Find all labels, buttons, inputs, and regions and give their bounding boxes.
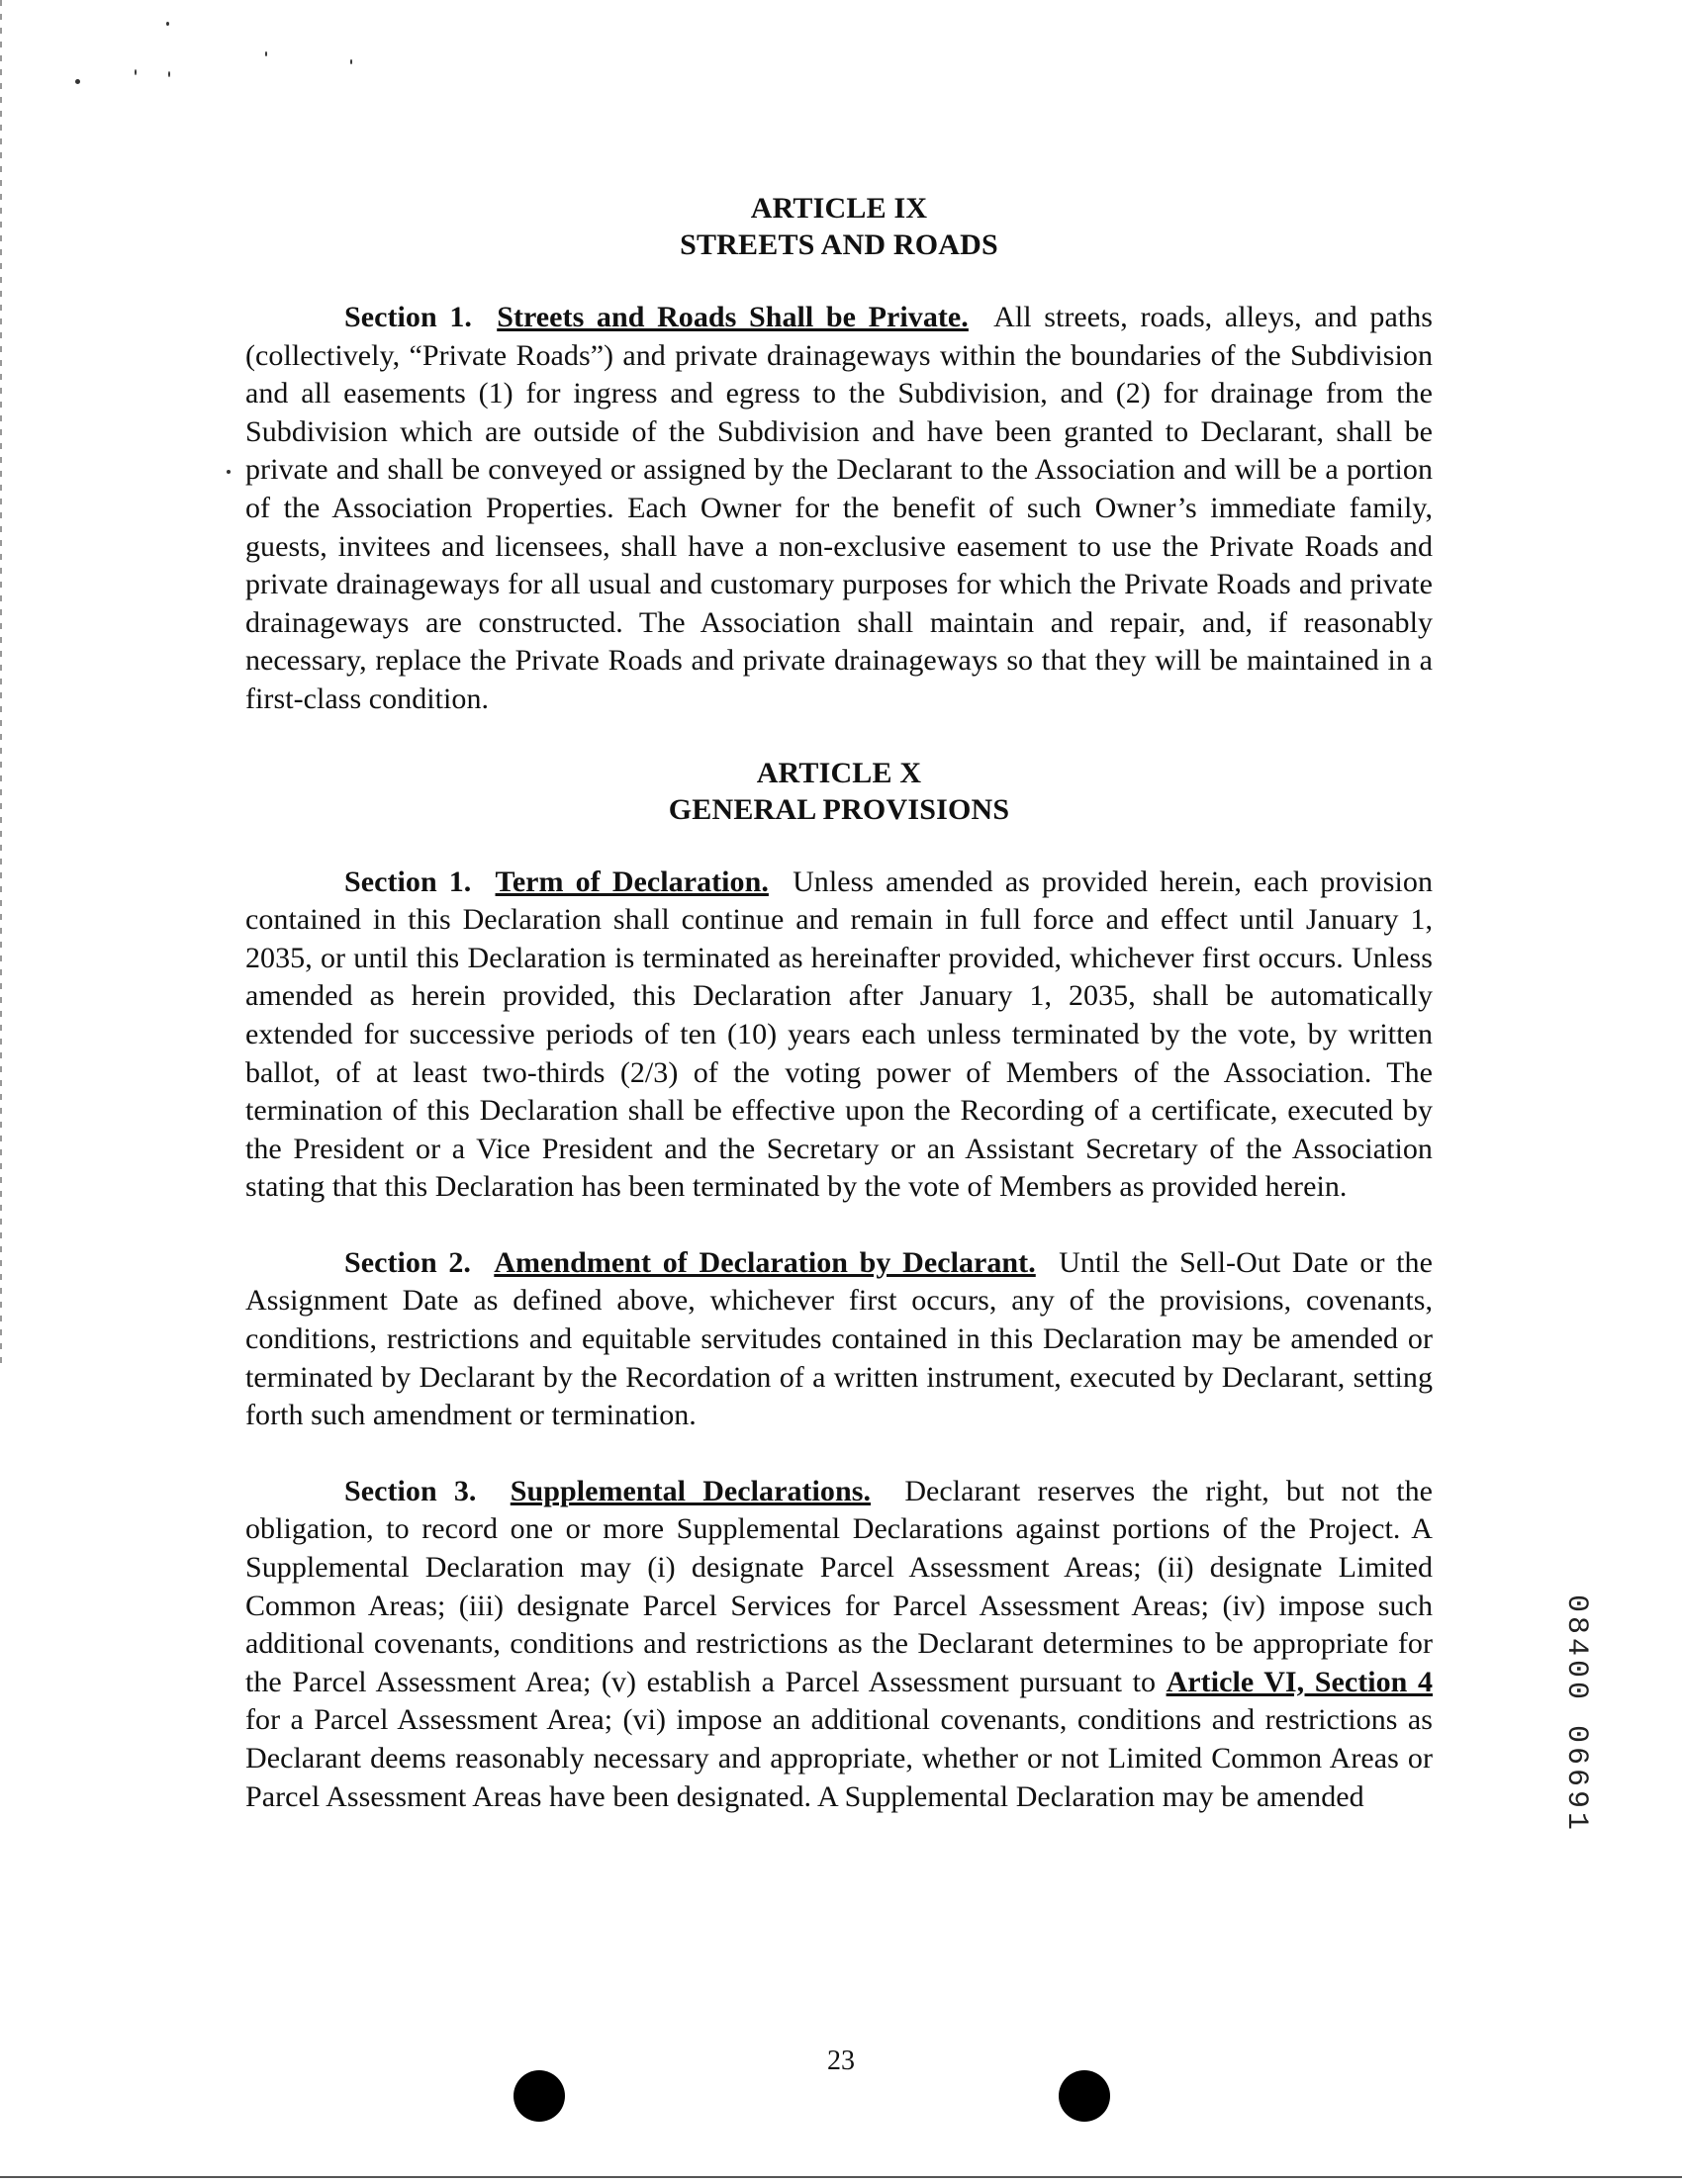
- punch-hole: [514, 2070, 565, 2122]
- section-title: Supplemental Declarations.: [510, 1474, 871, 1507]
- article-ix-number: ARTICLE IX: [750, 192, 928, 225]
- cross-reference: Article VI, Section 4: [1166, 1665, 1433, 1698]
- punch-hole: [1059, 2070, 1110, 2122]
- scan-speck: [166, 22, 169, 26]
- recording-stamp-number: 08400 06691: [1559, 1594, 1593, 1835]
- page-number: 23: [827, 2046, 855, 2076]
- section-label: Section 1.: [344, 864, 472, 898]
- article-x-number: ARTICLE X: [756, 756, 922, 789]
- section-label: Section 1.: [344, 301, 472, 333]
- article-x-section-2: [245, 1244, 1433, 1435]
- scan-bottom-edge: [0, 2176, 1682, 2178]
- section-label: Section 2.: [344, 1245, 471, 1279]
- article-ix-title: STREETS AND ROADS: [680, 228, 998, 261]
- document-body: [245, 190, 1433, 1816]
- scan-speck: [227, 470, 231, 474]
- section-label: Section 3.: [344, 1474, 477, 1507]
- scan-speck: [350, 59, 352, 64]
- section-text: Unless amended as provided herein, each provision contained in this Declaration shall continue and remain in full force and effect until January 1, 2035, or until this Declaration is terminated as hereinafter provided, whichever first occurs. Unless amended as herein provided, this Declaration after January 1, 2035, shall be automatically extended for successive periods of ten (10) years each unless terminated by the vote, by written ballot, of at least two-thirds (2/3) of the voting power of Members of the Association. The termination of this Declaration shall be effective upon the Recording of a certificate, executed by the President or a Vice President and the Secretary or an Assistant Secretary of the Association stating that this Declaration has been terminated by the vote of Members as provided herein.: [245, 864, 1433, 1204]
- scan-edge-marks: [0, 0, 2, 1365]
- section-title: Streets and Roads Shall be Private.: [497, 301, 969, 333]
- section-title: Term of Declaration.: [495, 864, 769, 898]
- article-ix-heading: [245, 190, 1433, 263]
- section-text: Declarant reserves the right, but not the obligation, to record one or more Supplemental Declarations against portions of the Project. A Supplemental Declaration may (i) designate Parcel Assessment Areas; (ii) designate Limited Common Areas; (iii) designate Parcel Services for Parcel Assessment Areas; (iv) impose such additional covenants, conditions and restrictions as the Declarant determines to be appropriate for the Parcel Assessment Area; (v) establish a Parcel Assessment pursuant to: [245, 1474, 1433, 1698]
- section-text: All streets, roads, alleys, and paths (collectively, “Private Roads”) and private drainageways within the boundaries of the Subdivision and all easements (1) for ingress and egress to the Subdivision, and (2) for drainage from the Subdivision which are outside of the Subdivision and have been granted to Declarant, shall be private and shall be conveyed or assigned by the Declarant to the Association and will be a portion of the Association Properties. Each Owner for the benefit of such Owner’s immediate family, guests, invitees and licensees, shall have a non-exclusive easement to use the Private Roads and private drainageways for all usual and customary purposes for which the Private Roads and private drainageways are constructed. The Association shall maintain and repair, and, if reasonably necessary, replace the Private Roads and private drainageways so that they will be maintained in a first-class condition.: [245, 301, 1433, 715]
- section-text-continued: for a Parcel Assessment Area; (vi) impose an additional covenants, conditions and restrictions as Declarant deems reasonably necessary and appropriate, whether or not Limited Common Areas or Parcel Assessment Areas have been designated. A Supplemental Declaration may be amended: [245, 1703, 1433, 1813]
- section-title: Amendment of Declaration by Declarant.: [494, 1245, 1036, 1279]
- article-x-section-3: [245, 1473, 1433, 1816]
- scan-speck: [75, 79, 80, 84]
- section-text: Until the Sell-Out Date or the Assignment Date as defined above, whichever first occurs, any of the provisions, covenants, conditions, restrictions and equitable servitudes contained in this Declaration may be amended or terminated by Declarant by the Recordation of a written instrument, executed by Declarant, setting forth such amendment or termination.: [245, 1245, 1433, 1432]
- scan-speck: [265, 51, 267, 56]
- scan-speck: [168, 71, 170, 77]
- article-x-title: GENERAL PROVISIONS: [668, 792, 1010, 826]
- article-ix-section-1: [245, 299, 1433, 719]
- scan-speck: [135, 69, 137, 75]
- article-x-section-1: [245, 864, 1433, 1207]
- article-x-heading: [245, 755, 1433, 828]
